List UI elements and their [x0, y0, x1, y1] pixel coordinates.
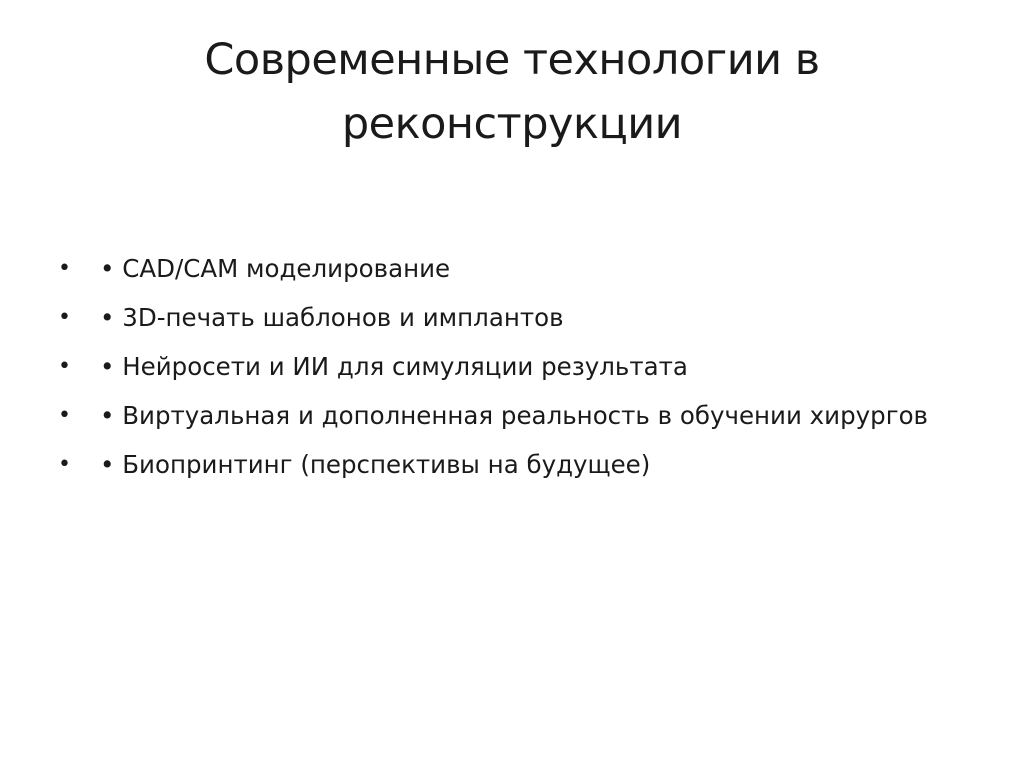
slide-title: Современные технологии в реконструкции [204, 35, 820, 149]
bullet-marker: • [58, 403, 71, 428]
bullet-list [58, 250, 938, 495]
bullet-item [58, 250, 938, 288]
bullet-marker: • [58, 256, 71, 281]
bullet-marker: • [58, 305, 71, 330]
bullet-item [58, 348, 938, 386]
bullet-marker: • [58, 354, 71, 379]
bullet-text: • Биопринтинг (перспективы на будущее) [100, 450, 651, 479]
bullet-text: • Виртуальная и дополненная реальность в обучении хирургов [100, 401, 928, 430]
bullet-item [58, 397, 938, 435]
bullet-item [58, 446, 938, 484]
bullet-item [58, 299, 938, 337]
bullet-text: • Нейросети и ИИ для симуляции результата [100, 352, 688, 381]
bullet-text: • 3D-печать шаблонов и имплантов [100, 303, 564, 332]
bullet-text: • CAD/CAM моделирование [100, 254, 451, 283]
bullet-marker: • [58, 452, 71, 477]
